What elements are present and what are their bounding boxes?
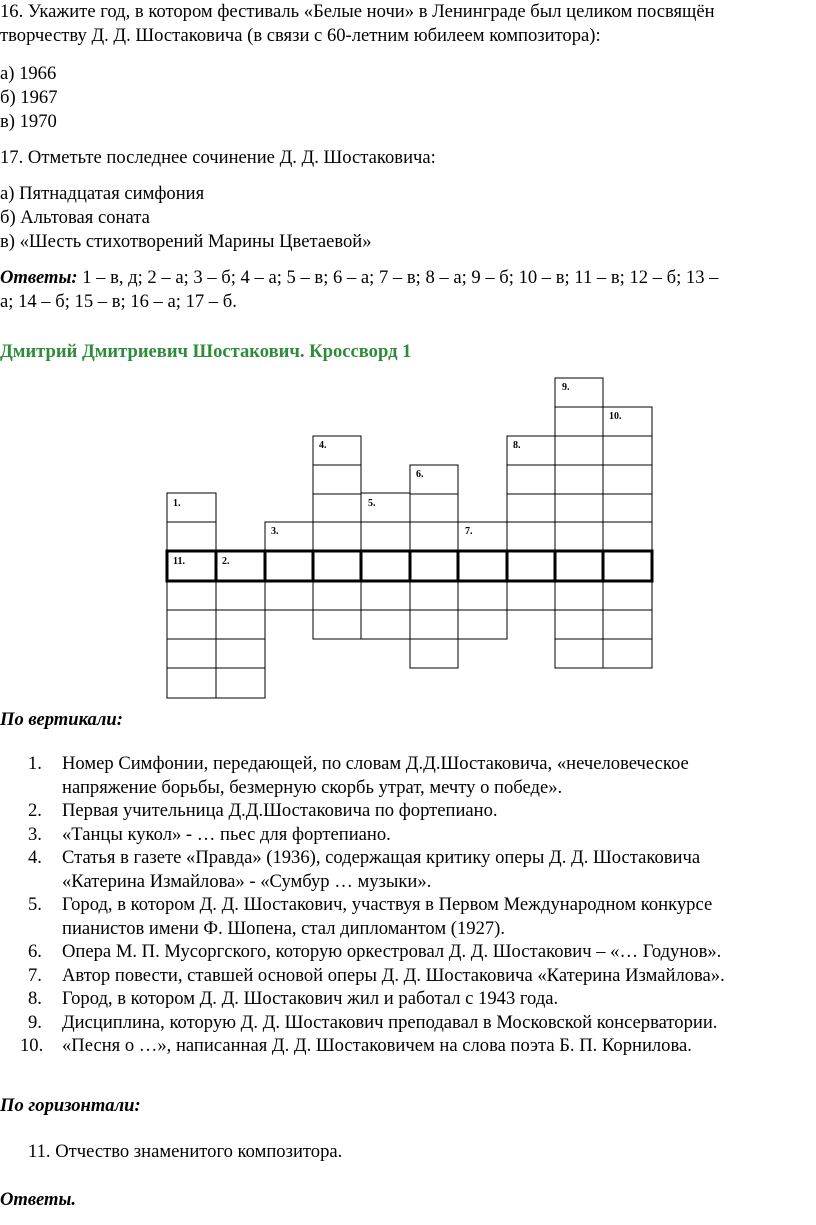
clue-number-5: 5. — [368, 498, 376, 509]
list-item — [28, 799, 808, 823]
q17-option-a: а) Пятнадцатая симфония — [0, 183, 205, 204]
cell[interactable] — [555, 465, 603, 494]
cell[interactable] — [603, 436, 652, 465]
cell[interactable] — [555, 407, 603, 436]
cell[interactable] — [410, 494, 458, 522]
cell[interactable] — [603, 639, 652, 668]
clue-index: 8. — [28, 988, 42, 1009]
clue-number-1: 1. — [173, 498, 181, 509]
list-item — [28, 893, 808, 940]
clue-number-10: 10. — [609, 411, 622, 422]
clue-number-9: 9. — [562, 382, 570, 393]
clue-text: Город, в котором Д. Д. Шостакович жил и работал с 1943 года. — [62, 988, 559, 1009]
cell[interactable] — [216, 581, 265, 610]
clue-number-4: 4. — [319, 440, 327, 451]
clue-text: Опера М. П. Мусоргского, которую оркестровал Д. Д. Шостакович – «… Годунов». — [62, 941, 722, 962]
cell[interactable] — [458, 610, 507, 639]
q17-question: 17. Отметьте последнее сочинение Д. Д. Шостаковича: — [0, 147, 436, 168]
cell[interactable] — [555, 610, 603, 639]
vertical-clue-list — [20, 752, 808, 1058]
cell[interactable] — [167, 668, 216, 698]
cell[interactable] — [458, 581, 507, 610]
list-item — [28, 1011, 808, 1035]
clue-index: 2. — [28, 800, 42, 821]
cell[interactable] — [361, 581, 410, 610]
clue-text: Номер Симфонии, передающей, по словам Д.Д.Шостаковича, «нечеловеческое — [62, 753, 689, 774]
cell[interactable] — [361, 610, 410, 639]
clue-text: Город, в котором Д. Д. Шостакович, участвуя в Первом Международном конкурсе — [62, 894, 713, 915]
cell[interactable] — [313, 610, 361, 639]
answers-line2: а; 14 – б; 15 – в; 16 – а; 17 – б. — [0, 291, 237, 312]
cell[interactable] — [555, 494, 603, 522]
clue-text: «Танцы кукол» - … пьес для фортепиано. — [62, 823, 391, 845]
cell[interactable] — [265, 581, 313, 610]
cell[interactable] — [167, 610, 216, 639]
q16-line1: 16. Укажите год, в котором фестиваль «Белые ночи» в Ленинграде был целиком посвящён — [0, 1, 715, 22]
cell[interactable] — [555, 436, 603, 465]
clue-number-11: 11. — [173, 556, 185, 567]
cell[interactable] — [555, 522, 603, 551]
answer-row-11[interactable] — [167, 551, 652, 581]
cell[interactable] — [603, 610, 652, 639]
list-item — [20, 1034, 808, 1058]
cell[interactable] — [603, 581, 652, 610]
cell[interactable] — [603, 494, 652, 522]
list-item — [28, 940, 808, 964]
clue-text: Первая учительница Д.Д.Шостаковича по фортепиано. — [62, 800, 498, 821]
crossword-cells — [167, 378, 652, 698]
cell[interactable] — [555, 639, 603, 668]
clue-text-cont: напряжение борьбы, безмерную скорбь утрат, мечту о победе». — [62, 776, 563, 798]
clue-number-3: 3. — [271, 526, 279, 537]
q17-option-c: в) «Шесть стихотворений Марины Цветаевой» — [0, 231, 372, 252]
cell[interactable] — [167, 522, 216, 551]
clue-index: 4. — [28, 847, 42, 868]
cell[interactable] — [313, 522, 361, 551]
list-item — [28, 987, 808, 1011]
cell[interactable] — [313, 494, 361, 522]
clue-number-6: 6. — [416, 469, 424, 480]
cell[interactable] — [167, 581, 216, 610]
clue-number-7: 7. — [465, 526, 473, 537]
cell[interactable] — [507, 494, 555, 522]
vertical-heading: По вертикали: — [0, 709, 123, 730]
cell[interactable] — [167, 639, 216, 668]
clue-index: 9. — [28, 1011, 42, 1033]
cell[interactable] — [361, 522, 410, 551]
cell[interactable] — [410, 581, 458, 610]
clue-text-cont: «Катерина Измайлова» - «Сумбур … музыки». — [62, 870, 432, 892]
clue-text: «Песня о …», написанная Д. Д. Шостаковичем на слова поэта Б. П. Корнилова. — [62, 1035, 692, 1056]
answers-label: Ответы: — [0, 267, 78, 288]
crossword-title: Дмитрий Дмитриевич Шостакович. Кроссворд 1 — [0, 341, 412, 362]
clue-text: Дисциплина, которую Д. Д. Шостакович преподавал в Московской консерватории. — [62, 1011, 718, 1033]
clue-number-8: 8. — [513, 440, 521, 451]
cell[interactable] — [507, 522, 555, 551]
cell[interactable] — [410, 522, 458, 551]
cell[interactable] — [555, 581, 603, 610]
clue-index: 7. — [28, 964, 42, 986]
cell[interactable] — [507, 465, 555, 494]
cell[interactable] — [216, 610, 265, 639]
cell[interactable] — [313, 581, 361, 610]
cell[interactable] — [603, 465, 652, 494]
horizontal-heading: По горизонтали: — [0, 1095, 141, 1116]
cell[interactable] — [216, 639, 265, 668]
q16-option-b: б) 1967 — [0, 87, 58, 108]
clue-number-2: 2. — [222, 556, 230, 567]
clue-index: 5. — [28, 894, 42, 915]
clue-text: Статья в газете «Правда» (1936), содержащая критику оперы Д. Д. Шостаковича — [62, 847, 701, 868]
clue-index: 10. — [20, 1035, 44, 1056]
q17-option-b: б) Альтовая соната — [0, 207, 150, 228]
cell[interactable] — [507, 581, 555, 610]
q16-option-a: а) 1966 — [0, 63, 57, 84]
clue-index: 6. — [28, 941, 42, 962]
cell[interactable] — [216, 668, 265, 698]
clue-index: 1. — [28, 753, 42, 774]
list-item — [28, 752, 808, 799]
clue-index: 3. — [28, 823, 42, 845]
horizontal-clue-11: 11. Отчество знаменитого композитора. — [28, 1141, 343, 1162]
footer-answers-label: Ответы. — [0, 1189, 76, 1210]
cell[interactable] — [410, 610, 458, 639]
cell[interactable] — [410, 639, 458, 668]
list-item — [28, 823, 808, 847]
q16-option-c: в) 1970 — [0, 111, 57, 132]
clue-text-cont: пианистов имени Ф. Шопена, стал дипломантом (1927). — [62, 917, 506, 939]
q16-line2: творчеству Д. Д. Шостаковича (в связи с 60-летним юбилеем композитора): — [0, 25, 601, 46]
list-item — [28, 964, 808, 988]
cell[interactable] — [313, 465, 361, 494]
list-item — [28, 846, 808, 893]
answers-text1: 1 – в, д; 2 – а; 3 – б; 4 – а; 5 – в; 6 – а; 7 – в; 8 – а; 9 – б; 10 – в; 11 – в; 12 – б; 13 – — [77, 267, 719, 288]
clue-text: Автор повести, ставшей основой оперы Д. Д. Шостаковича «Катерина Измайлова». — [62, 964, 725, 986]
cell[interactable] — [603, 522, 652, 551]
